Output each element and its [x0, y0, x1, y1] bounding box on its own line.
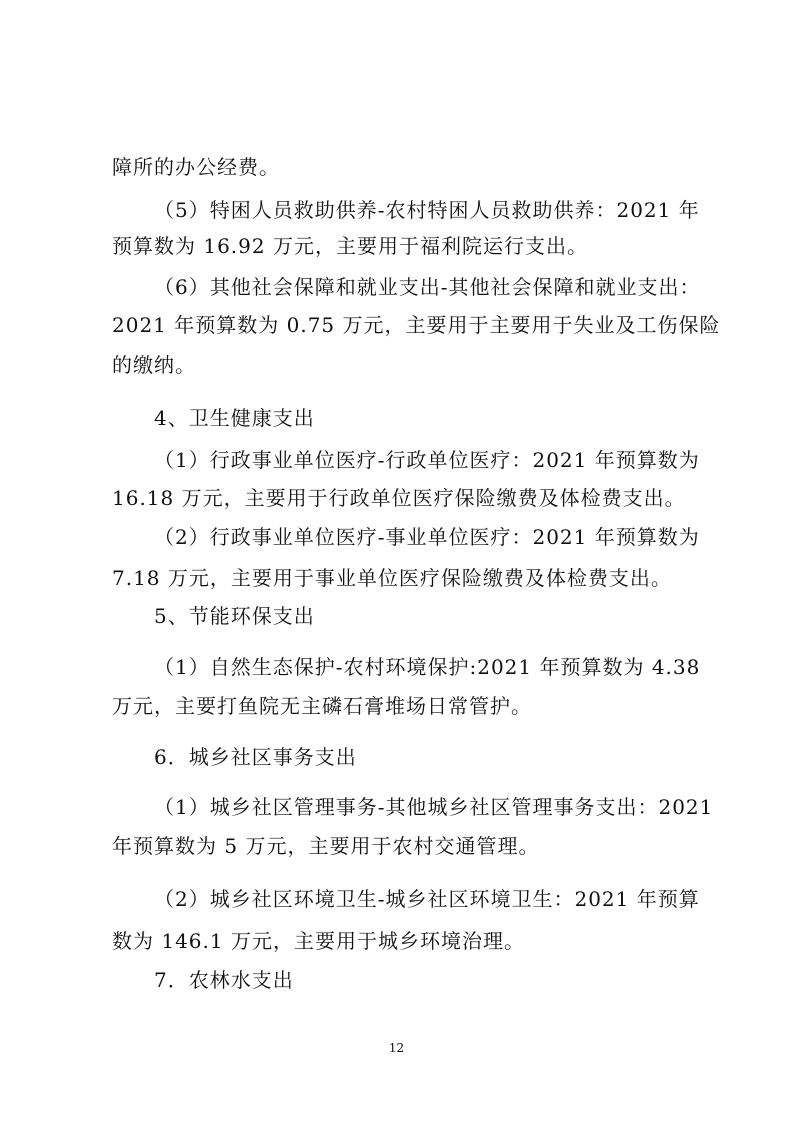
paragraph-line: 年预算数为 5 万元，主要用于农村交通管理。 — [112, 834, 540, 858]
paragraph-line: 数为 146.1 万元，主要用于城乡环境治理。 — [112, 929, 525, 953]
paragraph-line: 2021 年预算数为 0.75 万元，主要用于主要用于失业及工伤保险 — [112, 313, 721, 337]
paragraph-line: （2）行政事业单位医疗-事业单位医疗：2021 年预算数为 — [154, 525, 700, 549]
paragraph-line: 预算数为 16.92 万元，主要用于福利院运行支出。 — [112, 234, 588, 258]
section-heading: 5、节能环保支出 — [154, 604, 315, 628]
paragraph-line: 障所的办公经费。 — [112, 155, 280, 179]
paragraph-line: （1）城乡社区管理事务-其他城乡社区管理事务支出：2021 — [154, 795, 714, 819]
section-heading: 4、卫生健康支出 — [154, 406, 315, 430]
paragraph-line: （2）城乡社区环境卫生-城乡社区环境卫生：2021 年预算 — [154, 887, 700, 911]
paragraph-line: 万元，主要打鱼院无主磷石膏堆场日常管护。 — [112, 694, 532, 718]
paragraph-line: 7.18 万元，主要用于事业单位医疗保险缴费及体检费支出。 — [112, 566, 672, 590]
paragraph-line: （1）自然生态保护-农村环境保护:2021 年预算数为 4.38 — [154, 655, 701, 679]
section-heading: 7．农林水支出 — [154, 968, 294, 992]
paragraph-line: （5）特困人员救助供养-农村特困人员救助供养：2021 年 — [154, 198, 700, 222]
paragraph-line: （1）行政事业单位医疗-行政单位医疗：2021 年预算数为 — [154, 448, 700, 472]
paragraph-line: 16.18 万元，主要用于行政单位医疗保险缴费及体检费支出。 — [112, 486, 686, 510]
paragraph-line: （6）其他社会保障和就业支出-其他社会保障和就业支出： — [154, 275, 701, 299]
page-number: 12 — [388, 1041, 405, 1055]
section-heading: 6．城乡社区事务支出 — [154, 745, 357, 769]
paragraph-line: 的缴纳。 — [112, 353, 196, 377]
